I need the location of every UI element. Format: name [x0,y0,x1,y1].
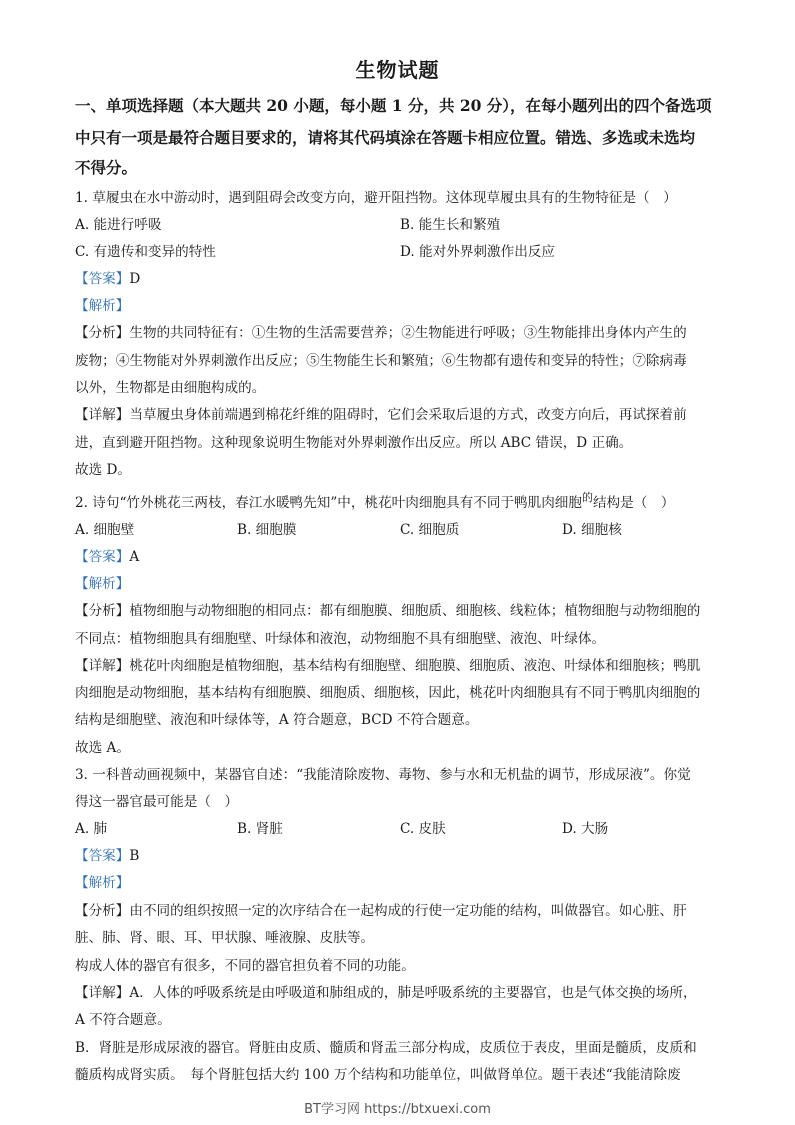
q1-option-c: C. 有遗传和变异的特性 [75,244,216,260]
q3-jiexi-tag: 【解析】 [75,875,130,891]
q3-answer [75,847,139,865]
fenxi-tag: 【分析】 [75,325,130,341]
q3-xiangjie-line4: 髓质构成肾实质。 每个肾脏包括大约 100 万个结构和功能单位，叫做肾单位。题干表述“我能清除废 [75,1067,681,1083]
xiangjie-tag: 【详解】 [75,658,130,674]
q2-xiangjie-line2: 肉细胞是动物细胞，基本结构有细胞膜、细胞质、细胞核，因此，桃花叶肉细胞具有不同于鸭肌肉细胞的 [75,685,701,701]
q2-conclusion: 故选 A。 [75,740,130,756]
page-title: 生物试题 [355,58,440,82]
answer-tag: 【答案】 [75,848,130,864]
q1-answer [75,270,140,288]
q3-option-a: A. 肺 [75,821,108,837]
q1-conclusion: 故选 D。 [75,462,132,478]
q1-answer-value: D [129,271,141,287]
q2-option-b: B. 细胞膜 [237,522,297,538]
q3-fenxi-line2: 脏、肺、肾、眼、耳、甲状腺、唾液腺、皮肤等。 [75,930,375,946]
q3-xiangjie-line2: A 不符合题意。 [75,1012,171,1028]
q2-fenxi-line1 [75,602,700,620]
xiangjie-tag: 【详解】 [75,985,130,1001]
q1-option-a: A. 能进行呼吸 [75,217,162,233]
watermark-footer: BT学习网 https://btxuexi.com [304,1102,491,1117]
q2-stem [75,491,675,513]
xiangjie-tag: 【详解】 [75,407,130,423]
q3-fenxi-line3: 构成人体的器官有很多，不同的器官担负着不同的功能。 [75,958,415,974]
q3-fenxi-text1: 由不同的组织按照一定的次序结合在一起构成的行使一定功能的结构，叫做器官。如心脏、肝 [129,903,687,919]
answer-tag: 【答案】 [75,271,130,287]
q3-xiangjie-line1 [75,984,697,1002]
q1-fenxi-line3: 以外，生物都是由细胞构成的。 [75,380,266,396]
q2-option-c: C. 细胞质 [400,522,460,538]
q1-jiexi-tag: 【解析】 [75,298,130,314]
q1-fenxi-text1: 生物的共同特征有：①生物的生活需要营养；②生物能进行呼吸；③生物能排出身体内产生的 [129,325,687,341]
answer-tag: 【答案】 [75,549,130,565]
q2-fenxi-text1: 植物细胞与动物细胞的相同点：都有细胞膜、细胞质、细胞核、线粒体；植物细胞与动物细胞的 [129,603,701,619]
q2-fenxi-line2: 不同点：植物细胞具有细胞壁、叶绿体和液泡，动物细胞不具有细胞壁、液泡、叶绿体。 [75,631,606,647]
q1-option-b: B. 能生长和繁殖 [400,217,501,233]
q1-option-d: D. 能对外界刺激作出反应 [400,244,555,260]
q2-answer-value: A [129,549,140,565]
q2-jiexi-tag: 【解析】 [75,576,130,592]
q2-stem-sup: 的 [581,491,593,504]
q3-xiangjie-text1: A．人体的呼吸系统是由呼吸道和肺组成的，肺是呼吸系统的主要器官，也是气体交换的场所， [129,985,697,1001]
q3-option-c: C. 皮肤 [400,821,446,837]
q3-option-b: B. 肾脏 [237,821,283,837]
q1-xiangjie-line2: 进，直到避开阻挡物。这种现象说明生物能对外界刺激作出反应。所以 ABC 错误，D 正确。 [75,435,633,451]
q1-fenxi-line1 [75,324,687,342]
q3-stem-line2: 得这一器官最可能是（ ） [75,794,239,810]
q3-option-d: D. 大肠 [562,821,609,837]
q3-fenxi-line1 [75,902,687,920]
q2-xiangjie-line3: 结构是细胞壁、液泡和叶绿体等，A 符合题意，BCD 不符合题意。 [75,712,479,728]
q2-xiangjie-line1 [75,657,700,675]
q3-answer-value: B [129,848,140,864]
q2-option-a: A. 细胞壁 [75,522,135,538]
q1-xiangjie-text1: 当草履虫身体前端遇到棉花纤维的阻碍时，它们会采取后退的方式，改变方向后，再试探着前 [129,407,687,423]
fenxi-tag: 【分析】 [75,603,130,619]
q3-stem-line1: 3. 一科普动画视频中，某器官自述：“我能清除废物、毒物、参与水和无机盐的调节，形成尿液”。你觉 [75,767,691,783]
fenxi-tag: 【分析】 [75,903,130,919]
q2-option-d: D. 细胞核 [562,522,622,538]
section-header-line3: 不得分。 [75,158,138,177]
q2-stem-b: 结构是（ ） [592,495,675,511]
section-header-line1: 一、单项选择题（本大题共 20 小题，每小题 1 分，共 20 分），在每小题列出的四个备选项 [75,96,712,115]
q2-answer [75,548,139,566]
q1-fenxi-line2: 废物；④生物能对外界刺激作出反应；⑤生物能生长和繁殖；⑥生物都有遗传和变异的特性；⑦除病毒 [75,353,687,369]
q3-xiangjie-line3: B．肾脏是形成尿液的器官。肾脏由皮质、髓质和肾盂三部分构成，皮质位于表皮，里面是髓质，皮质和 [75,1040,697,1056]
q2-xiangjie-text1: 桃花叶肉细胞是植物细胞，基本结构有细胞壁、细胞膜、细胞质、液泡、叶绿体和细胞核；鸭肌 [129,658,701,674]
q1-stem: 1. 草履虫在水中游动时，遇到阻碍会改变方向，避开阻挡物。这体现草履虫具有的生物特征是（ ） [75,190,677,206]
section-header-line2: 中只有一项是最符合题目要求的，请将其代码填涂在答题卡相应位置。错选、多选或未选均 [75,128,696,147]
q2-stem-a: 2. 诗句“竹外桃花三两枝，春江水暖鸭先知”中，桃花叶肉细胞具有不同于鸭肌肉细胞 [75,495,582,511]
q1-xiangjie-line1 [75,406,687,424]
